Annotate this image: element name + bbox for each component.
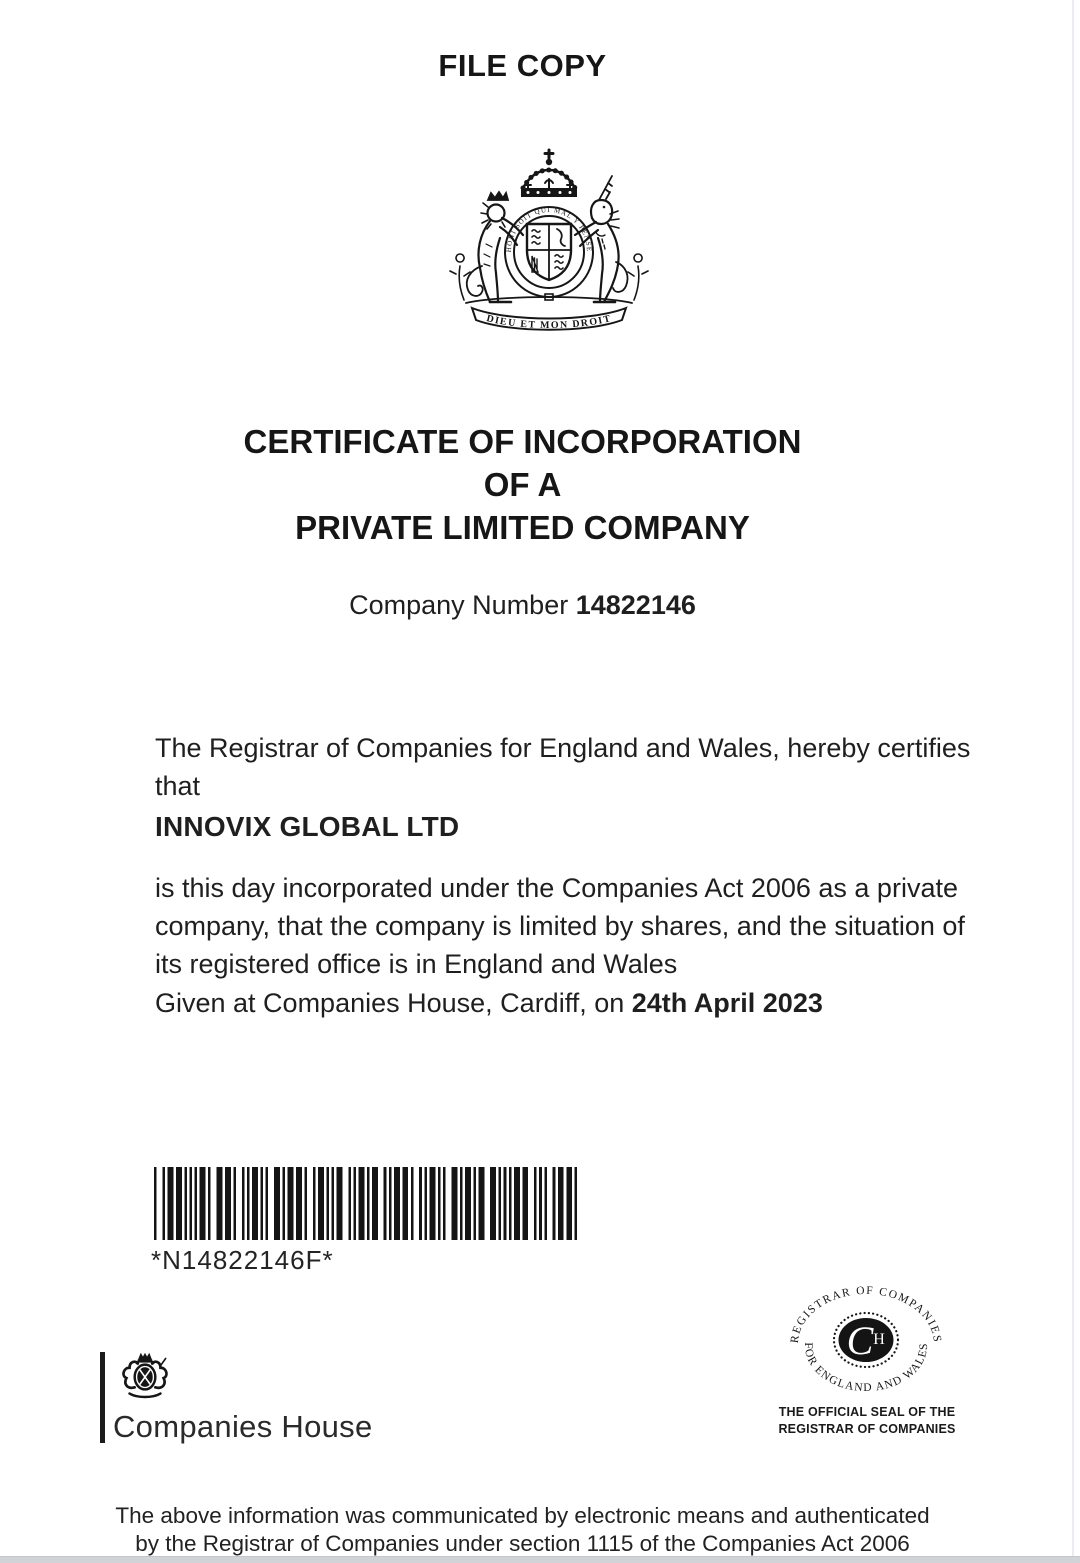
footer-line2: by the Registrar of Companies under section 1115 of the Companies Act 2006 (135, 1531, 910, 1556)
file-copy-heading: FILE COPY (438, 48, 607, 83)
royal-coat-of-arms (436, 144, 662, 340)
seal-monogram-c: C (846, 1318, 874, 1363)
bottom-edge-bar (0, 1556, 1080, 1563)
company-number-value: 14822146 (575, 590, 696, 620)
certifies-paragraph: The Registrar of Companies for England and Wales, hereby certifies that (155, 733, 971, 801)
certificate-title (0, 420, 1045, 549)
footer-note (0, 1502, 1045, 1558)
royal-motto-text: DIEU ET MON DROIT (485, 313, 613, 332)
companies-house-crest-icon (112, 1350, 178, 1402)
seal-arc-bottom-text: FOR ENGLAND AND WALES (801, 1342, 931, 1395)
company-number-label: Company Number (349, 590, 569, 620)
company-number-line (0, 590, 1045, 621)
seal-caption-line1: THE OFFICIAL SEAL OF THE (778, 1405, 956, 1419)
certificate-title-line2: OF A (483, 466, 562, 503)
barcode-value: *N14822146F* (151, 1245, 334, 1275)
certificate-title-line1: CERTIFICATE OF INCORPORATION (243, 423, 802, 460)
companies-house-logo-text: Companies House (113, 1409, 373, 1444)
page-right-edge-line (1072, 0, 1074, 1563)
given-at-date: 24th April 2023 (631, 988, 823, 1018)
footer-line1: The above information was communicated by electronic means and authenticated (115, 1503, 930, 1528)
seal-caption (764, 1404, 970, 1437)
certificate-title-line3: PRIVATE LIMITED COMPANY (295, 509, 750, 546)
seal-monogram-h: H (873, 1331, 885, 1348)
logo-vertical-bar (100, 1352, 105, 1443)
barcode (154, 1167, 578, 1240)
seal-arc-top-text: REGISTRAR OF COMPANIES (788, 1284, 944, 1344)
company-name: INNOVIX GLOBAL LTD (155, 811, 460, 842)
garter-motto-text: HONI SOIT QUI MAL Y PENSE (504, 205, 594, 253)
given-at-line (155, 988, 823, 1019)
given-at-prefix: Given at Companies House, Cardiff, on (155, 988, 625, 1018)
registrar-seal (780, 1284, 952, 1398)
seal-caption-line2: REGISTRAR OF COMPANIES (778, 1421, 956, 1436)
incorporation-paragraph: is this day incorporated under the Companies Act 2006 as a private company, that the company is limited by shares, and the situation of its registered office is in England and Wales (155, 873, 965, 979)
